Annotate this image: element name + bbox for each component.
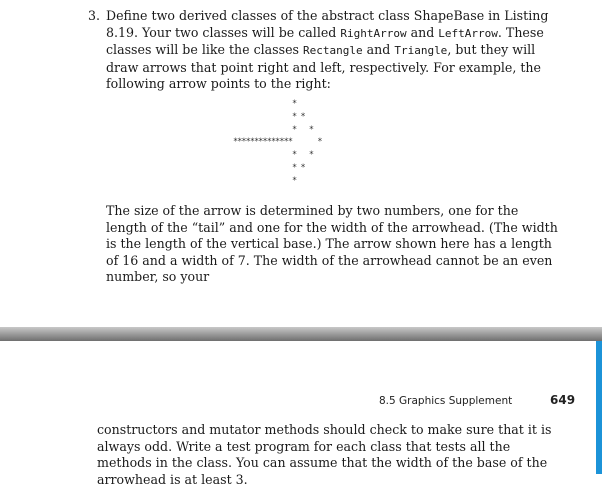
problem-number: 3. <box>88 8 101 23</box>
problem-text-3: . These classes will be like the classes <box>106 24 544 58</box>
problem-text-1: Define two derived classes of the abstract class ShapeBase in Listing 8.19. Your two classes will be called <box>106 8 549 40</box>
arrow-line: * <box>233 175 297 186</box>
code-rightarrow: RightArrow <box>340 26 407 40</box>
arrow-line: ************** * <box>233 137 322 148</box>
arrow-line: * * <box>233 162 305 173</box>
problem-3 <box>88 8 558 93</box>
code-rectangle: Rectangle <box>303 44 363 58</box>
ascii-arrow <box>233 98 322 188</box>
problem-text-4: and <box>362 42 395 58</box>
arrow-line: * * <box>233 111 305 122</box>
page-edge-accent <box>596 341 602 474</box>
code-leftarrow: LeftArrow <box>438 26 498 40</box>
running-head: 8.5 Graphics Supplement <box>379 395 513 407</box>
arrow-line: * <box>233 99 297 109</box>
page-divider <box>0 327 602 341</box>
problem-text-continued: The size of the arrow is determined by two numbers, one for the length of the “tail” and one for the width of the arrowhead. (The width is the length of the vertical base.) The arrow shown here has a length of 16 and a width of 7. The width of the arrowhead cannot be an even number, so your <box>106 203 558 285</box>
continuation-text: constructors and mutator methods should check to make sure that it is always odd. Write a test program for each class that tests all the methods in the class. You can assume that the width of the base of the arrowhead is at least 3. <box>97 422 552 487</box>
code-triangle: Triangle <box>394 44 448 58</box>
arrow-line: * * <box>233 150 314 161</box>
problem-text <box>106 8 558 93</box>
page-number: 649 <box>550 393 576 407</box>
arrow-line: * * <box>233 124 314 135</box>
problem-text-2: and <box>406 24 439 40</box>
problem-text-5: , but they will draw arrows that point right and left, respectively. For example, the following arrow points to the right: <box>106 42 541 92</box>
